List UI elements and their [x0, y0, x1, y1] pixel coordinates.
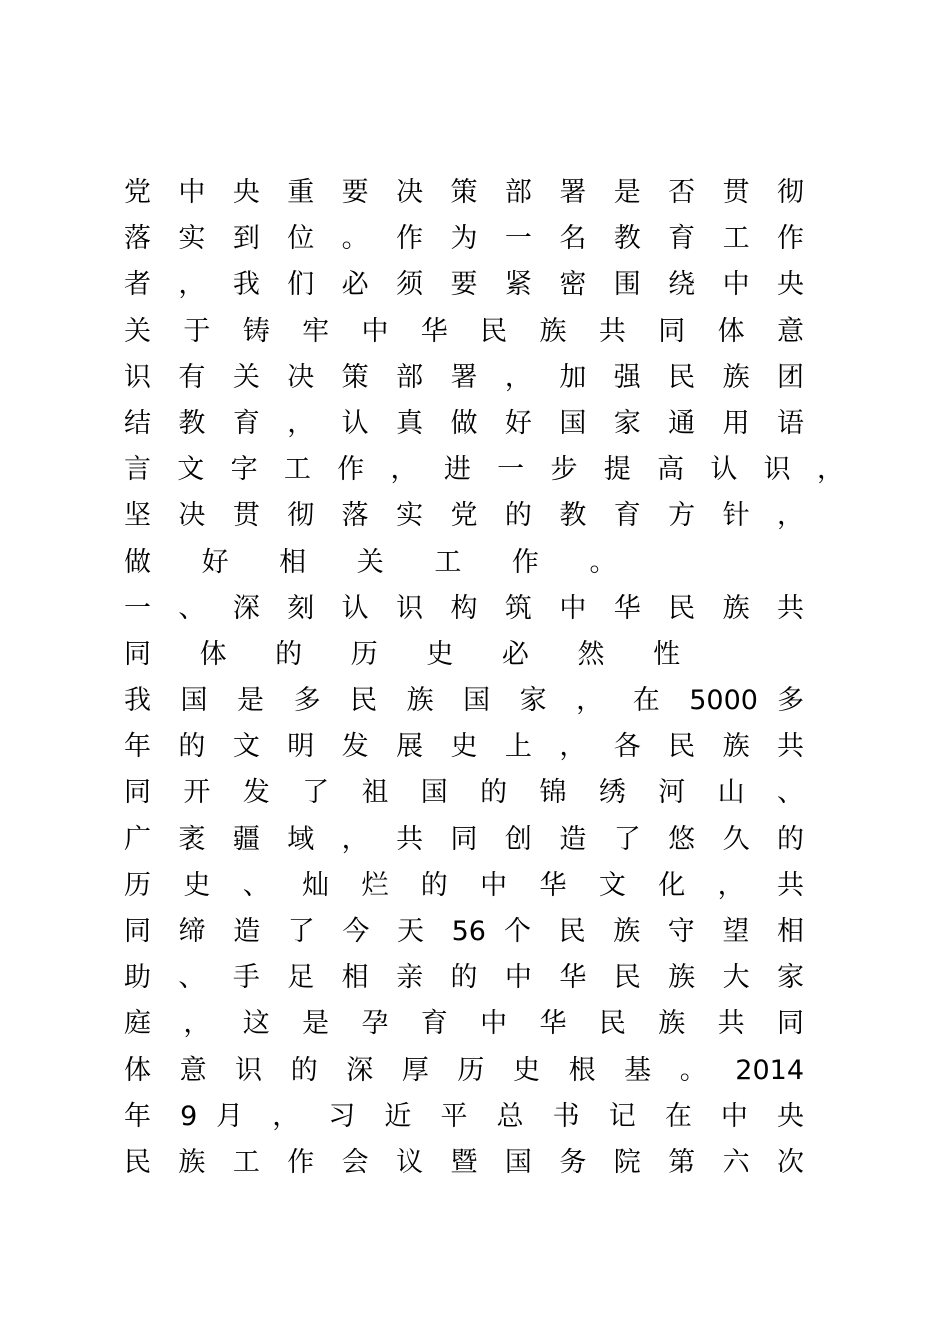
- text-line: 党 中 央 重 要 决 策 部 署 是 否 贯 彻: [124, 177, 804, 208]
- text-line: 者 ， 我 们 必 须 要 紧 密 围 绕 中 央: [124, 269, 804, 301]
- text-line: 历 史 、 灿 烂 的 中 华 文 化 ， 共: [124, 869, 804, 901]
- text-line: 同 缔 造 了 今 天 56 个 民 族 守 望 相: [124, 916, 804, 947]
- text-line: 助 、 手 足 相 亲 的 中 华 民 族 大 家: [124, 962, 804, 994]
- text-line: 年 的 文 明 发 展 史 上 ， 各 民 族 共: [124, 731, 804, 763]
- text-line: 广 袤 疆 域 ， 共 同 创 造 了 悠 久 的: [124, 823, 804, 855]
- text-line: 庭 ， 这 是 孕 育 中 华 民 族 共 同: [124, 1008, 804, 1040]
- text-line: 做 好 相 关 工 作 。: [124, 546, 638, 578]
- text-line: 民 族 工 作 会 议 暨 国 务 院 第 六 次: [124, 1146, 804, 1178]
- section-heading: 一 、 深 刻 认 识 构 筑 中 华 民 族 共: [124, 592, 804, 624]
- body-text: [124, 170, 844, 1186]
- text-line: 识 有 关 决 策 部 署 ， 加 强 民 族 团: [124, 361, 804, 393]
- text-line: 我 国 是 多 民 族 国 家 ， 在 5000 多: [124, 685, 804, 717]
- text-line: 体 意 识 的 深 厚 历 史 根 基 。 2014: [124, 1054, 804, 1086]
- text-line: 言 文 字 工 作 ， 进 一 步 提 高 认 识 ，: [124, 454, 844, 486]
- text-line: 关 于 铸 牢 中 华 民 族 共 同 体 意: [124, 315, 804, 347]
- text-line: 结 教 育 ， 认 真 做 好 国 家 通 用 语: [124, 407, 804, 439]
- section-heading-continued: 同 体 的 历 史 必 然 性: [124, 638, 701, 670]
- text-line: 同 开 发 了 祖 国 的 锦 绣 河 山 、: [124, 777, 804, 809]
- text-line: 年 9 月 ， 习 近 平 总 书 记 在 中 央: [124, 1100, 804, 1132]
- text-line: 坚 决 贯 彻 落 实 党 的 教 育 方 针 ，: [124, 500, 804, 532]
- text-line: 落 实 到 位 。 作 为 一 名 教 育 工 作: [124, 223, 804, 255]
